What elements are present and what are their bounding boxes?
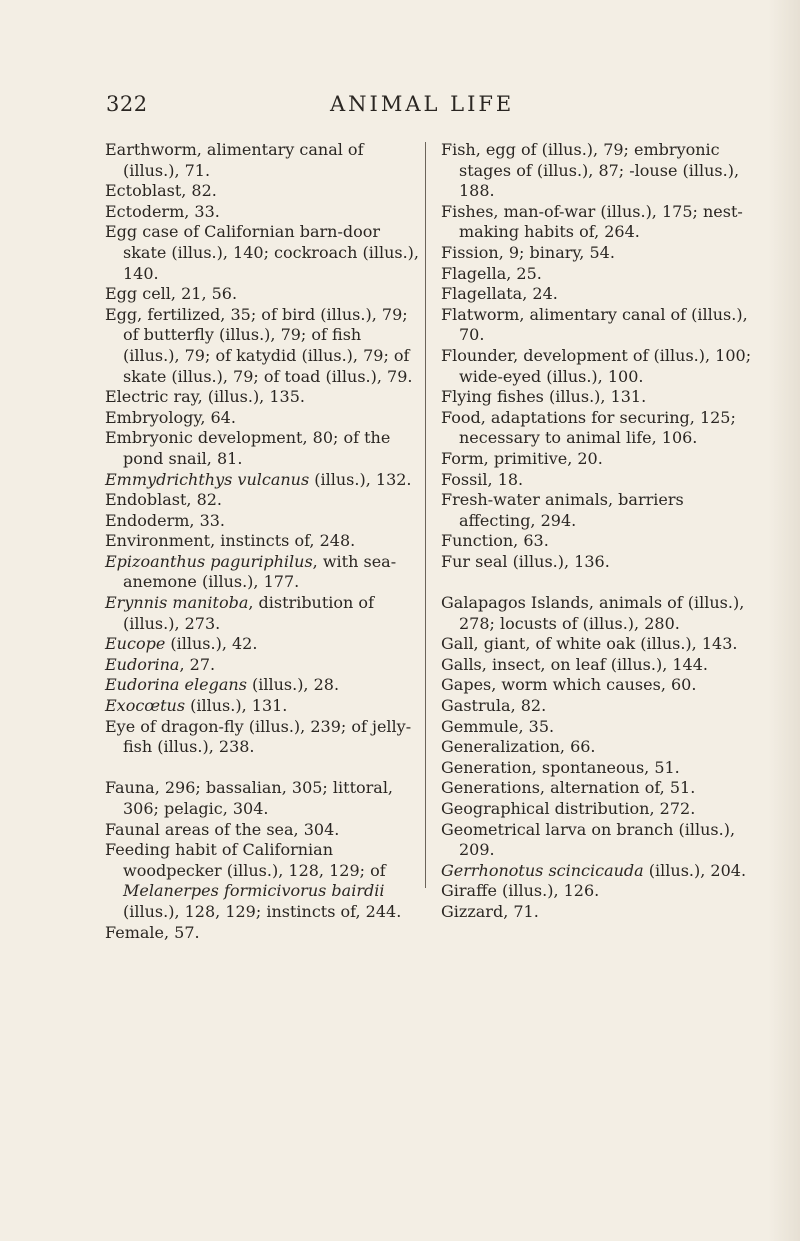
index-entry-text: Fresh-water animals, barriers affecting, 294. bbox=[441, 490, 684, 530]
index-entry-text: Fur seal (illus.), 136. bbox=[441, 551, 610, 571]
index-entry bbox=[441, 408, 756, 449]
index-entry-text: (illus.), 128, 129; instincts of, 244. bbox=[123, 901, 402, 921]
index-entry bbox=[441, 881, 756, 902]
index-entry-text: Egg cell, 21, 56. bbox=[105, 284, 238, 304]
index-entry-italic-text: Exocœtus bbox=[105, 696, 186, 716]
index-entry bbox=[105, 202, 420, 223]
index-entry-text: Galls, insect, on leaf (illus.), 144. bbox=[441, 654, 708, 674]
index-entry bbox=[105, 305, 420, 387]
index-entry bbox=[441, 799, 756, 820]
index-entry bbox=[105, 470, 420, 491]
index-entry bbox=[441, 696, 756, 717]
index-entry-text: Female, 57. bbox=[105, 922, 200, 942]
index-entry-text: Gapes, worm which causes, 60. bbox=[441, 675, 697, 695]
index-entry-italic-text: Gerrhonotus scincicauda bbox=[441, 860, 644, 880]
index-entry bbox=[105, 717, 420, 758]
index-entry bbox=[441, 305, 756, 346]
index-entry-text: Earthworm, alimentary canal of (illus.), 71. bbox=[105, 140, 364, 180]
index-entry-text: Egg case of Californian barn-door skate (illus.), 140; cockroach (illus.), 140. bbox=[105, 222, 419, 283]
index-entry-italic-text: Epizoanthus paguriphilus bbox=[105, 551, 313, 571]
index-entry bbox=[441, 387, 756, 408]
index-entry bbox=[441, 284, 756, 305]
index-entry bbox=[441, 902, 756, 923]
index-entry-text: Embryology, 64. bbox=[105, 407, 236, 427]
index-entry-text: Function, 63. bbox=[441, 531, 549, 551]
index-entry-text: Gastrula, 82. bbox=[441, 696, 547, 716]
index-entry-text: Fish, egg of (illus.), 79; embryonic stages of (illus.), 87; -louse (illus.), 188. bbox=[441, 140, 740, 201]
index-entry-text: Generalization, 66. bbox=[441, 737, 596, 757]
index-entry-text: Ectoblast, 82. bbox=[105, 181, 217, 201]
index-entry bbox=[441, 531, 756, 552]
index-entry bbox=[105, 181, 420, 202]
index-column-right bbox=[441, 140, 756, 923]
index-entry bbox=[441, 140, 756, 202]
index-entry-text: Gall, giant, of white oak (illus.), 143. bbox=[441, 634, 738, 654]
index-entry-text: Food, adaptations for securing, 125; necessary to animal life, 106. bbox=[441, 407, 736, 448]
index-entry-text: Generation, spontaneous, 51. bbox=[441, 757, 680, 777]
index-entry-text: Flagella, 25. bbox=[441, 263, 542, 283]
index-entry-text: , 27. bbox=[179, 654, 216, 674]
index-entry-text: , distribution of (illus.), 273. bbox=[123, 593, 374, 633]
index-entry-text: Endoblast, 82. bbox=[105, 490, 223, 510]
index-entry bbox=[441, 264, 756, 285]
running-head: ANIMAL LIFE bbox=[330, 92, 515, 116]
index-entry-italic-text: Erynnis manitoba bbox=[105, 593, 249, 613]
index-entry-text: Ectoderm, 33. bbox=[105, 201, 220, 221]
index-entry bbox=[105, 387, 420, 408]
page-header bbox=[0, 90, 800, 120]
index-entry-italic-text: Eucope bbox=[105, 634, 166, 654]
index-entry-text: Galapagos Islands, animals of (illus.), 278; locusts of (illus.), 280. bbox=[441, 593, 745, 633]
index-entry-text: (illus.), 131. bbox=[185, 696, 288, 716]
index-entry-text: Giraffe (illus.), 126. bbox=[441, 881, 600, 901]
index-column-left bbox=[105, 140, 420, 943]
index-entry bbox=[105, 655, 420, 676]
index-entry bbox=[441, 737, 756, 758]
index-entry bbox=[105, 284, 420, 305]
index-entry bbox=[441, 820, 756, 861]
index-entry bbox=[441, 449, 756, 470]
index-entry-italic-text: Eudorina bbox=[105, 654, 180, 674]
index-entry bbox=[105, 778, 420, 819]
index-entry-text: Fauna, 296; bassalian, 305; littoral, 306; pelagic, 304. bbox=[105, 778, 394, 818]
index-entry bbox=[441, 758, 756, 779]
index-entry bbox=[105, 428, 420, 469]
index-entry-text: Geometrical larva on branch (illus.), 209. bbox=[441, 819, 736, 860]
index-entry-text: (illus.), 204. bbox=[643, 860, 747, 880]
index-entry-italic-text: Melanerpes formicivorus bairdii bbox=[123, 881, 385, 901]
index-entry-text: Flying fishes (illus.), 131. bbox=[441, 387, 647, 407]
index-entry bbox=[105, 675, 420, 696]
index-entry-text: Geographical distribution, 272. bbox=[441, 799, 696, 818]
index-entry bbox=[441, 634, 756, 655]
index-entry-text: (illus.), 28. bbox=[246, 675, 340, 695]
index-entry-text: Flounder, development of (illus.), 100; wide-eyed (illus.), 100. bbox=[441, 345, 752, 386]
index-entry bbox=[105, 552, 420, 593]
index-entry bbox=[105, 634, 420, 655]
index-entry bbox=[441, 861, 756, 882]
index-entry-italic-text: Eudorina elegans bbox=[105, 675, 247, 695]
index-entry-text: Gemmule, 35. bbox=[441, 716, 555, 736]
index-entry-text: (illus.), 42. bbox=[165, 634, 258, 654]
index-entry-text: Form, primitive, 20. bbox=[441, 448, 603, 468]
index-entry bbox=[105, 408, 420, 429]
index-entry-text: Feeding habit of Californian woodpecker (illus.), 128, 129; of bbox=[105, 840, 386, 880]
page-number: 322 bbox=[106, 92, 148, 116]
index-entry bbox=[441, 243, 756, 264]
index-entry-text: Gizzard, 71. bbox=[441, 901, 539, 921]
index-entry bbox=[105, 696, 420, 717]
index-entry-text: (illus.), 132. bbox=[309, 469, 412, 489]
index-entry bbox=[441, 202, 756, 243]
index-entry-text: Endoderm, 33. bbox=[105, 510, 226, 530]
index-entry-text: Flatworm, alimentary canal of (illus.), 70. bbox=[441, 304, 748, 345]
index-entry-text: Fission, 9; binary, 54. bbox=[441, 242, 615, 262]
index-entry-text: , with sea-anemone (illus.), 177. bbox=[123, 551, 397, 592]
column-divider bbox=[425, 142, 426, 888]
index-entry bbox=[105, 222, 420, 284]
index-entry bbox=[105, 820, 420, 841]
index-entry bbox=[441, 717, 756, 738]
index-entry bbox=[441, 346, 756, 387]
index-entry bbox=[105, 490, 420, 511]
index-entry-text: Faunal areas of the sea, 304. bbox=[105, 819, 340, 839]
index-entry bbox=[441, 470, 756, 491]
index-entry bbox=[105, 593, 420, 634]
index-entry bbox=[441, 778, 756, 799]
index-entry-text: Fishes, man-of-war (illus.), 175; nest-making habits of, 264. bbox=[441, 201, 743, 242]
index-entry-text: Egg, fertilized, 35; of bird (illus.), 79; of butterfly (illus.), 79; of fish (illus.), 79; of katydid (illus.), 79; of skate (illus.), 79; of toad (illus.), 79. bbox=[105, 304, 413, 386]
index-entry bbox=[105, 531, 420, 552]
index-entry-text: Fossil, 18. bbox=[441, 469, 524, 489]
index-entry-text: Flagellata, 24. bbox=[441, 284, 558, 304]
index-entry bbox=[105, 140, 420, 181]
index-entry bbox=[441, 675, 756, 696]
index-entry bbox=[105, 511, 420, 532]
index-entry bbox=[441, 490, 756, 531]
index-entry-text: Eye of dragon-fly (illus.), 239; of jelly-fish (illus.), 238. bbox=[105, 716, 412, 757]
index-entry bbox=[441, 552, 756, 573]
index-entry-text: Embryonic development, 80; of the pond snail, 81. bbox=[105, 428, 391, 468]
index-entry-italic-text: Emmydrichthys vulcanus bbox=[105, 469, 310, 489]
index-entry bbox=[105, 840, 420, 922]
index-entry-text: Electric ray, (illus.), 135. bbox=[105, 387, 305, 407]
index-entry bbox=[441, 655, 756, 676]
index-entry bbox=[441, 593, 756, 634]
index-entry-text: Generations, alternation of, 51. bbox=[441, 778, 696, 798]
index-entry bbox=[105, 923, 420, 944]
index-entry-text: Environment, instincts of, 248. bbox=[105, 531, 356, 551]
